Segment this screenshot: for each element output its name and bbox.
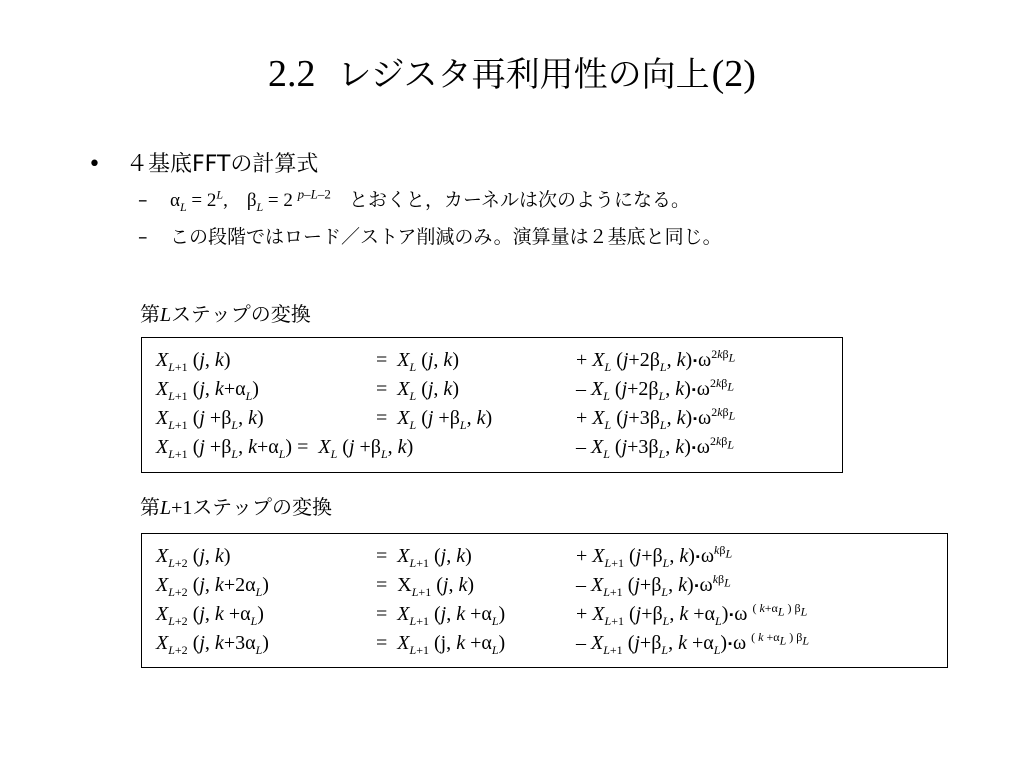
- step-l1-title: [140, 494, 332, 521]
- equation-row: $X_{L+2}$ (j, $k+2\alpha_L$) = $X_{L+1}$ (j, k) – $X_{L+1}$ ($j+\beta_L$, $k)▪\omega^{k\beta_L}$: [156, 572, 731, 599]
- title-number: 2.2: [268, 53, 316, 95]
- bullet-text: ４基底FFTの計算式: [126, 152, 319, 177]
- sub-dash-2: –: [138, 226, 148, 248]
- step-l1-equations-box: [141, 533, 948, 668]
- sub-item-2: [138, 224, 722, 250]
- title-paren: (2): [711, 53, 756, 95]
- step-l1-prefix: 第: [140, 495, 160, 519]
- equation-row: $X_{L+2}$ (j, $k+3\alpha_L$) = $X_{L+1}$ (j, $k +\alpha_L$) – $X_{L+1}$ ($j+\beta_L$, $k +\alpha_L)▪\omega$ $^{( k +\alpha_L ) \beta_L}$: [156, 630, 810, 657]
- step-l1-suffix: ステップの変換: [192, 495, 333, 519]
- step-l-suffix: ステップの変換: [171, 302, 311, 326]
- equation-row: $X_{L+2}$ (j, k) = $X_{L+1}$ (j, k) + $X_{L+1}$ ($j+\beta_L$, $k)▪\omega^{k\beta_L}$: [156, 543, 733, 570]
- step-l-equations-box: [141, 337, 843, 473]
- step-l-var: L: [160, 304, 172, 326]
- step-l1-var: L: [160, 497, 172, 519]
- sub-item-1: [138, 187, 690, 214]
- step-l-prefix: 第: [140, 302, 160, 326]
- equation-row: $X_{L+2}$ (j, $k +\alpha_L$) = $X_{L+1}$ (j, $k +\alpha_L$) + $X_{L+1}$ ($j+\beta_L$, $k +\alpha_L)▪\omega$ $^{( k+\alpha_L ) \beta_L}$: [156, 601, 808, 628]
- step-l-title: [140, 301, 311, 328]
- bullet-item: [88, 151, 318, 179]
- bullet-dot: •: [88, 152, 101, 177]
- title-text: レジスタ再利用性の向上: [337, 55, 710, 95]
- slide-title: [0, 50, 1024, 99]
- equation-row: $X_{L+1}$ (j, $k+\alpha_L$) = $X_L$ (j, k) – $X_L$ ($j+2\beta_L$, $k)▪\omega^{2k\beta_L}$: [156, 376, 735, 403]
- sub2-text: この段階ではロード／ストア削減のみ。演算量は２基底と同じ。: [170, 226, 722, 248]
- equation-row: $X_{L+1}$ (j, k) = $X_L$ (j, k) + $X_L$ ($j+2\beta_L$, $k)▪\omega^{2k\beta_L}$: [156, 347, 736, 374]
- sub1-text: とおくと，カーネルは次のようになる。: [349, 189, 691, 211]
- equation-row: $X_{L+1}$ ($j +\beta_L$, $k+\alpha_L) = X_L$ ($j +\beta_L$, k) – $X_L$ ($j+3\beta_L$, $k)▪\omega^{2k\beta_L}$: [156, 434, 735, 461]
- step-l1-plus: +1: [171, 497, 193, 519]
- sub-dash-1: –: [138, 189, 148, 211]
- alpha-definition: $\alpha_L = 2^L$, $\beta_L = 2$ $^{p-L-2}$: [170, 186, 331, 214]
- equation-row: $X_{L+1}$ ($j +\beta_L$, k) = $X_L$ ($j +\beta_L$, k) + $X_L$ ($j+3\beta_L$, $k)▪\omega^{2k\beta_L}$: [156, 405, 736, 432]
